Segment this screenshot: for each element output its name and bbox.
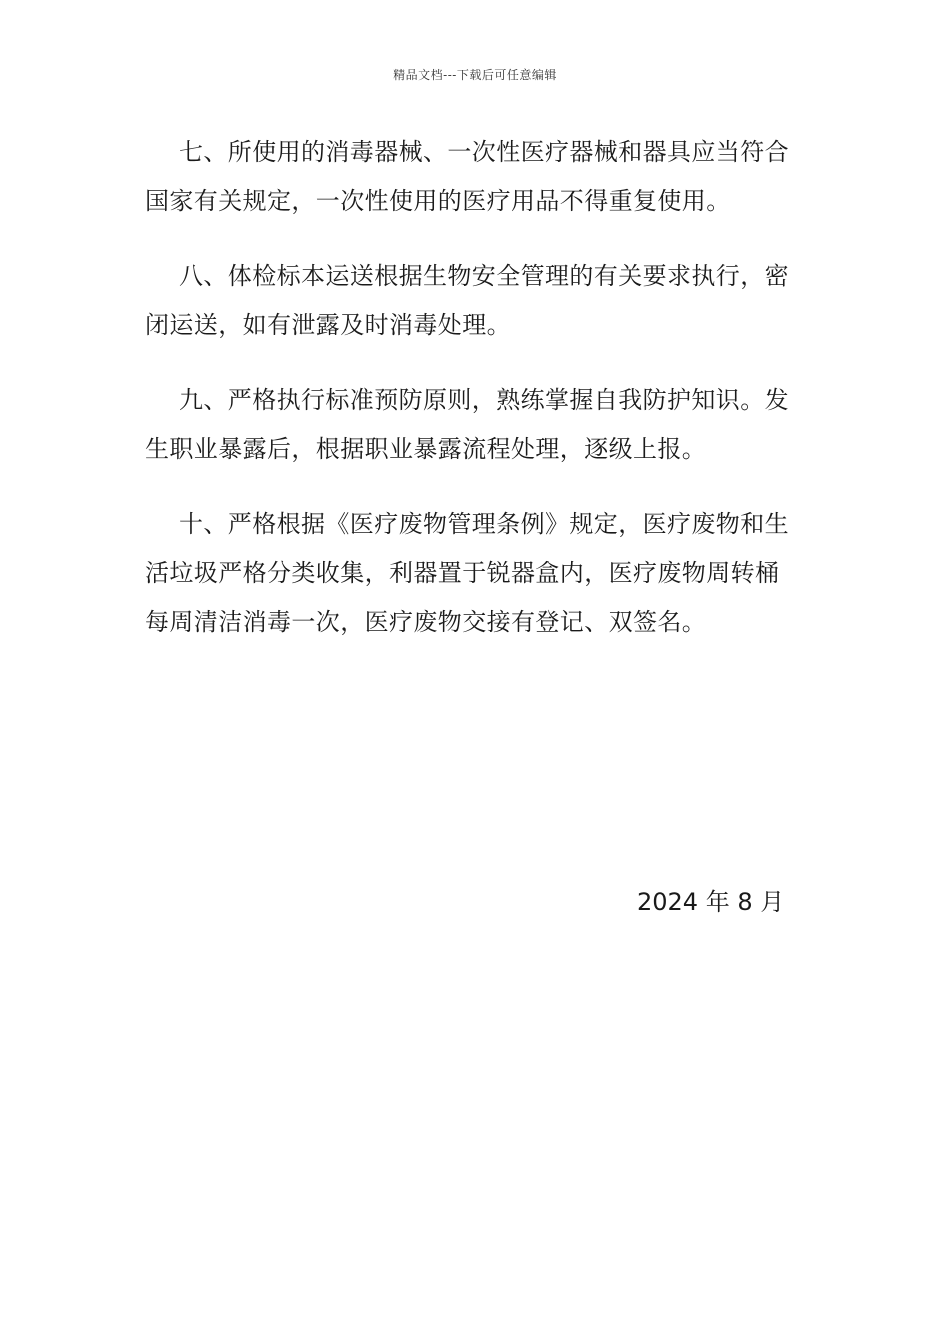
paragraph-7: 七、所使用的消毒器械、一次性医疗器械和器具应当符合国家有关规定，一次性使用的医疗用品不得重复使用。 bbox=[145, 138, 789, 215]
paragraph-10: 十、严格根据《医疗废物管理条例》规定，医疗废物和生活垃圾严格分类收集，利器置于锐器盒内，医疗废物周转桶每周清洁消毒一次，医疗废物交接有登记、双签名。 bbox=[145, 510, 789, 636]
document-body bbox=[145, 128, 795, 673]
document-date: 2024 年 8 月 bbox=[637, 888, 785, 916]
paragraph-8: 八、体检标本运送根据生物安全管理的有关要求执行，密闭运送，如有泄露及时消毒处理。 bbox=[145, 262, 789, 339]
paragraph-9: 九、严格执行标准预防原则，熟练掌握自我防护知识。发生职业暴露后，根据职业暴露流程处理，逐级上报。 bbox=[145, 386, 789, 463]
header-note: 精品文档---下载后可任意编辑 bbox=[393, 68, 557, 82]
